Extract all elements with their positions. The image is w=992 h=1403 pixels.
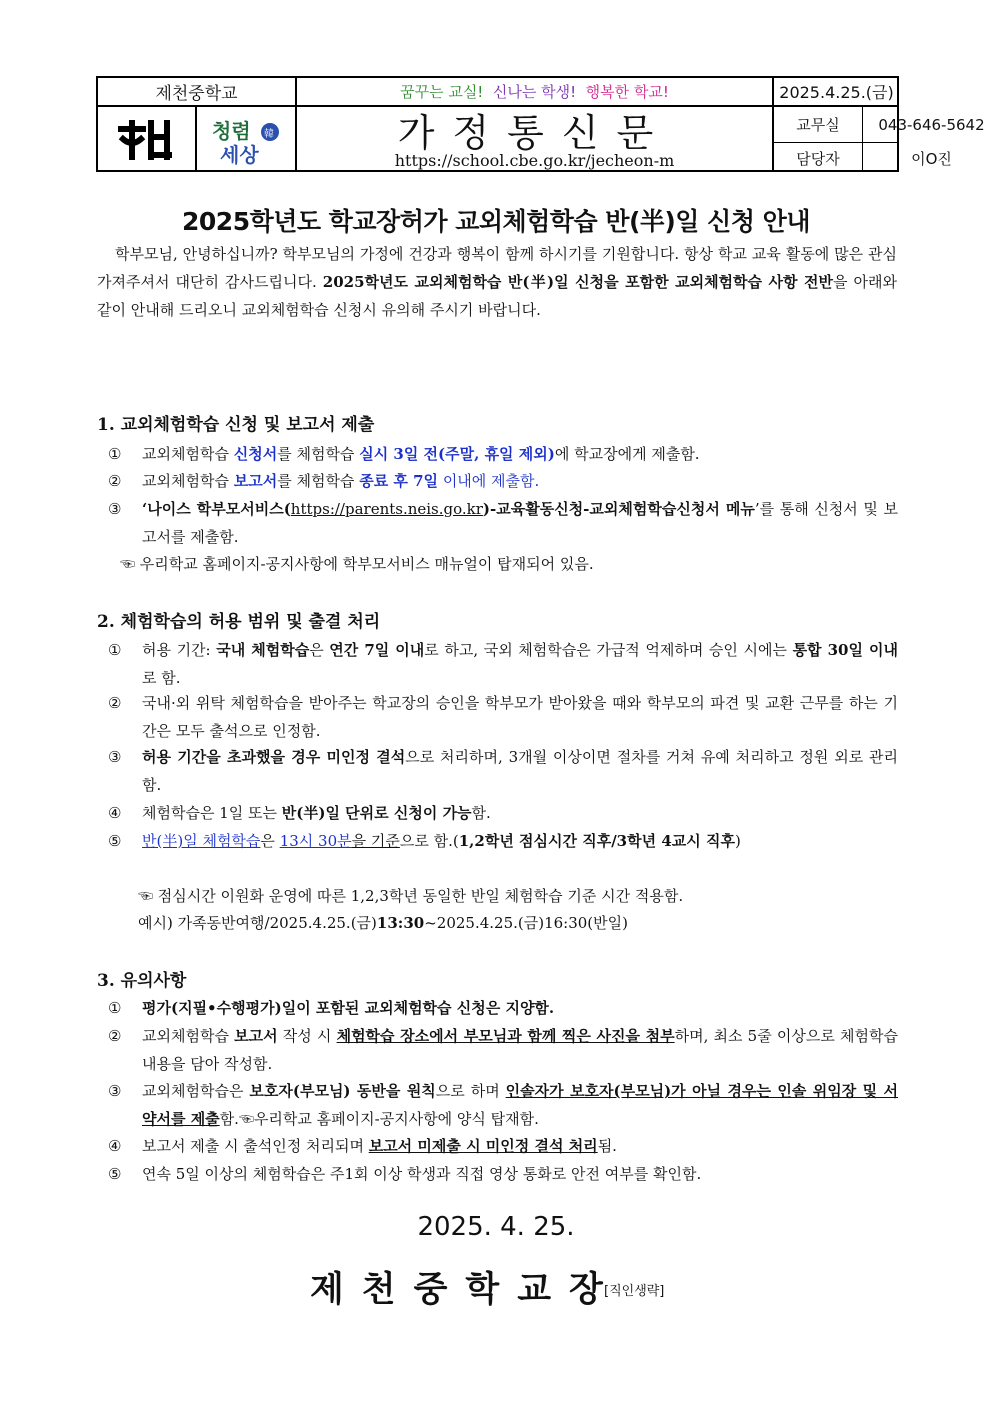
s3-item-3-e: 함.☜우리학교 홈페이지-공지사항에 양식 탑재함.: [219, 1110, 539, 1128]
s1-item-1: [108, 440, 898, 468]
s2-item-3-b: 으로 처리하며, 3개월 이상이면 절차를 거쳐 유예 처리하고 정원 외로 관리함.: [142, 748, 898, 794]
intro-text-2: 을 아래와 같이 안내해 드리오니 교외체험학습 신청시 유의해 주시기 바랍니다.: [97, 273, 897, 319]
s3-item-3-b: 보호자(부모님) 동반을 원칙: [249, 1082, 436, 1100]
s2-item-5-f: 1,2학년 점심시간 직후/3학년 4교시 직후: [458, 832, 735, 850]
s2-item-1-c: 은: [309, 641, 330, 659]
s1-item-3-c: ’를 통해 신청서 및 보고서를 제출함.: [142, 500, 899, 546]
s2-item-1: [108, 636, 898, 692]
footer-date: 2025. 4. 25.: [417, 1212, 575, 1242]
s2-item-1-e: 로 하고, 국외 체험학습은 가급적 억제하며 승인 시에는: [424, 641, 793, 659]
issue-date: 2025.4.25.(금): [779, 83, 894, 102]
s2-item-4: [108, 799, 898, 827]
integrity-logo-icon: [206, 112, 286, 168]
s3-item-1: [108, 994, 898, 1022]
s3-item-4-num: ④: [108, 1137, 122, 1155]
s1-item-2-d: 종료 후 7일: [359, 472, 439, 490]
svg-text:청렴: 청렴: [212, 118, 251, 143]
s2-item-4-num: ④: [108, 804, 122, 822]
s1-note: ☜ 우리학교 홈페이지-공지사항에 학부모서비스 매뉴얼이 탑재되어 있음.: [120, 555, 594, 573]
s1-item-1-c: 를 체험학습: [277, 445, 360, 463]
s3-item-2: [108, 1022, 898, 1078]
s2-item-1-a: 허용 기간:: [142, 641, 217, 659]
s3-item-4-c: 됨.: [597, 1137, 617, 1155]
s2-item-4-b: 반(半)일 단위로 신청이 가능: [281, 804, 472, 822]
s3-item-3-d: 인솔자가 보호자(부모님)가 아닐 경우는 인솔 위임장 및 서약서를 제출: [142, 1082, 898, 1128]
s2-item-5-num: ⑤: [108, 832, 122, 850]
s3-item-5-a: 연속 5일 이상의 체험학습은 주1회 이상 학생과 직접 영상 통화로 안전 여부를 확인함.: [142, 1165, 702, 1183]
s3-item-1-a: 평가(지필•수행평가)일이 포함된 교외체험학습 신청은 지양함.: [142, 999, 555, 1017]
s3-item-1-num: ①: [108, 999, 122, 1017]
s2-item-2-num: ②: [108, 694, 122, 712]
s3-item-5-num: ⑤: [108, 1165, 122, 1183]
s2-item-2: [108, 689, 898, 745]
s1-item-2-num: ②: [108, 472, 122, 490]
s2-item-1-g: 로 함.: [142, 669, 181, 687]
integrity-logo: [197, 107, 295, 172]
svg-text:세상: 세상: [220, 142, 259, 167]
manager-label: 담당자: [796, 149, 840, 168]
s2-item-3-a: 허용 기간을 초과했을 경우 미인정 결석: [142, 748, 406, 766]
s1-item-3: [108, 495, 898, 551]
s3-item-4-b: 보고서 미제출 시 미인정 결석 처리: [368, 1137, 598, 1155]
s3-item-2-num: ②: [108, 1027, 122, 1045]
slogan-part-2: 신나는 학생!: [492, 83, 577, 101]
intro-paragraph: [97, 240, 897, 324]
s2-item-5-e: 으로 함.(: [399, 832, 459, 850]
s2-item-1-d: 연간 7일 이내: [329, 641, 425, 659]
s2-note-2-b: 13:30: [376, 914, 425, 932]
s3-item-4-a: 보고서 제출 시 출석인정 처리되며: [142, 1137, 369, 1155]
s3-item-2-d: 체험학습 장소에서 부모님과 함께 찍은 사진을 첨부: [336, 1027, 675, 1045]
s2-item-2-a: 국내·외 위탁 체험학습을 받아주는 학교장의 승인을 학부모가 받아왔을 때와 학부모의 파견 및 교환 근무를 하는 기간은 모두 출석으로 인정함.: [142, 694, 898, 740]
s3-item-3-c: 으로 하며: [435, 1082, 506, 1100]
s1-item-3-num: ③: [108, 500, 122, 518]
s2-item-5: [108, 827, 898, 855]
s1-item-2-text: 교외체험학습: [142, 472, 234, 490]
s1-item-2-c: 를 체험학습: [277, 472, 360, 490]
s3-item-5: [108, 1160, 898, 1188]
s1-item-3-a: ‘나이스 학부모서비스(: [142, 500, 291, 518]
neis-parents-link[interactable]: https://parents.neis.go.kr: [290, 500, 483, 518]
s2-note-2: [138, 909, 918, 937]
s2-item-4-a: 체험학습은 1일 또는: [142, 804, 282, 822]
s2-item-1-f: 통합 30일 이내: [792, 641, 898, 659]
s2-item-4-c: 함.: [471, 804, 491, 822]
s3-item-3-a: 교외체험학습은: [142, 1082, 250, 1100]
document-title: 2025학년도 학교장허가 교외체험학습 반(半)일 신청 안내: [182, 207, 810, 236]
school-logo-icon: [117, 117, 177, 163]
s1-item-1-b: 신청서: [233, 445, 278, 463]
principal-signature: 제천중학교장: [310, 1270, 621, 1310]
newsletter-title: 가정통신문: [397, 110, 672, 155]
school-logo: [98, 107, 195, 172]
header-table: [96, 76, 985, 172]
s2-item-3: [108, 743, 898, 799]
s1-item-1-d: 실시 3일 전(주말, 휴일 제외): [359, 445, 555, 463]
slogan-part-3: 행복한 학교!: [585, 83, 669, 101]
s3-item-3: [108, 1077, 898, 1133]
s1-item-1-e: 에 학교장에게 제출함.: [554, 445, 700, 463]
s2-item-5-a: 반(半)일 체험학습: [142, 832, 261, 850]
s3-item-2-b: 보고서: [234, 1027, 278, 1045]
slogan-part-1: 꿈꾸는 교실!: [400, 83, 484, 101]
s2-item-1-b: 국내 체험학습: [216, 641, 310, 659]
school-url[interactable]: https://school.cbe.go.kr/jecheon-m: [394, 150, 675, 170]
section-1-title: 1. 교외체험학습 신청 및 보고서 제출: [97, 415, 375, 435]
s2-note-1: ☜ 점심시간 이원화 운영에 따른 1,2,3학년 동일한 반일 체험학습 기준 시간 적용함.: [138, 887, 684, 905]
s1-item-2-e: 이내에 제출함.: [438, 472, 540, 490]
intro-text-1: 학부모님, 안녕하십니까? 학부모님의 가정에 건강과 행복이 함께 하시기를 기원합니다. 항상 학교 교육 활동에 많은 관심 가져주셔서 대단히 감사드립니다.: [97, 245, 897, 291]
office-phone: 043-646-5642: [878, 115, 985, 134]
s1-item-1-text: 교외체험학습: [142, 445, 234, 463]
manager-name: 이O진: [911, 149, 952, 168]
s1-item-2: [108, 467, 898, 495]
s2-item-1-num: ①: [108, 641, 122, 659]
s2-item-5-g: ): [734, 832, 741, 850]
s1-item-3-b: )-교육활동신청-교외체험학습신청서 메뉴: [482, 500, 755, 518]
section-2-title: 2. 체험학습의 허용 범위 및 출결 처리: [97, 612, 381, 632]
s2-item-5-d: 을 기준: [351, 832, 400, 850]
seal-omitted: [직인생략]: [604, 1284, 665, 1299]
s3-item-2-c: 작성 시: [277, 1027, 337, 1045]
s3-item-2-a: 교외체험학습: [142, 1027, 235, 1045]
s2-item-3-num: ③: [108, 748, 122, 766]
section-3-title: 3. 유의사항: [97, 971, 187, 991]
office-label: 교무실: [796, 116, 840, 134]
s1-item-2-b: 보고서: [233, 472, 278, 490]
school-name: 제천중학교: [155, 84, 238, 104]
s1-item-1-num: ①: [108, 445, 122, 463]
svg-text:韓: 韓: [264, 128, 274, 140]
s2-note-2-c: ~2025.4.25.(금)16:30(반일): [424, 914, 628, 932]
s3-item-3-num: ③: [108, 1082, 122, 1100]
s2-item-5-c: 13시 30분: [279, 832, 352, 850]
s3-item-2-e: 하며, 최소 5줄 이상으로 체험학습 내용을 담아 작성함.: [142, 1027, 898, 1073]
s3-item-4: [108, 1132, 898, 1160]
s2-note-2-a: 예시) 가족동반여행/2025.4.25.(금): [138, 914, 377, 932]
intro-emphasis: 2025학년도 교외체험학습 반(半)일 신청을 포함한 교외체험학습 사항 전반: [322, 273, 833, 291]
s2-item-5-b: 은: [260, 832, 280, 850]
